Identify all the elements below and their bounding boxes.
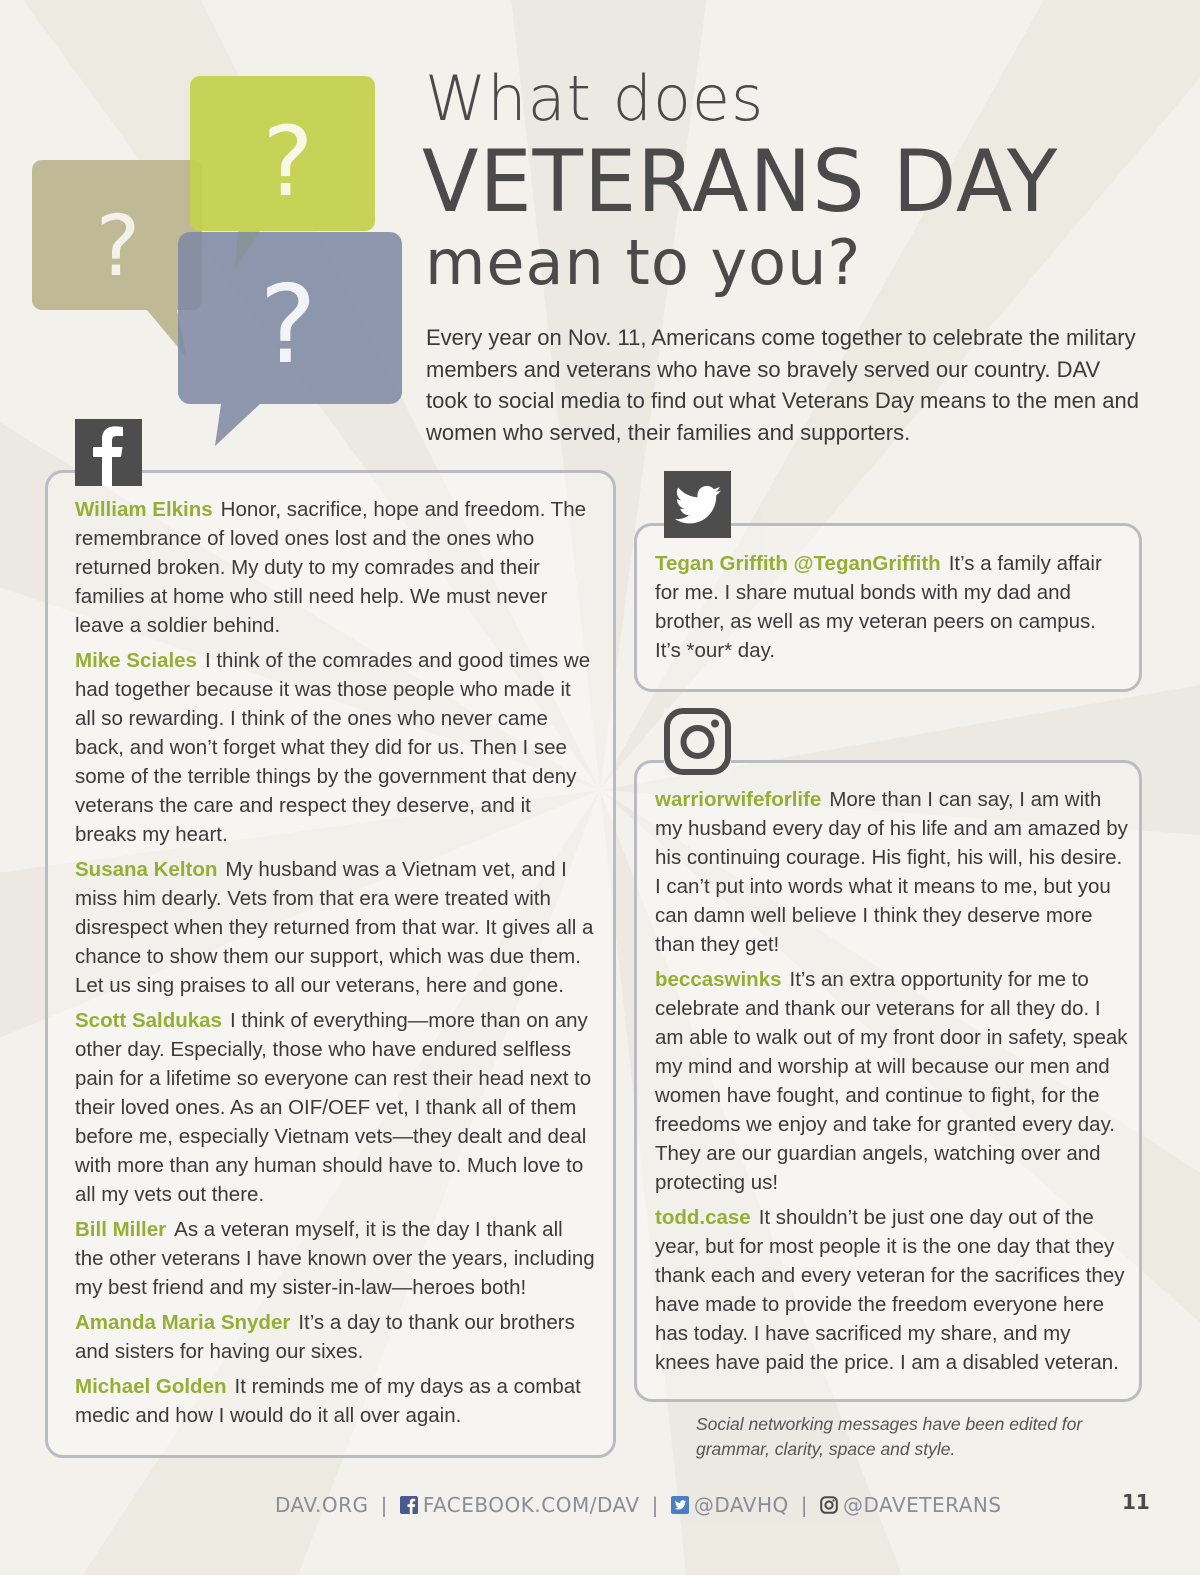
footer-separator: | bbox=[651, 1493, 659, 1517]
instagram-entries bbox=[655, 785, 1130, 1383]
comment-text: It’s a day to thank our brothers and sisters for having our sixes. bbox=[75, 1311, 575, 1363]
comment-entry bbox=[655, 1203, 1130, 1377]
footer-twitter-link[interactable]: @DAVHQ bbox=[693, 1493, 789, 1517]
footer-bar bbox=[275, 1490, 1002, 1520]
editing-note: Social networking messages have been edited for grammar, clarity, space and style. bbox=[696, 1414, 1083, 1459]
comment-text: It’s an extra opportunity for me to celebrate and thank our veterans for all they do. I am able to walk out of my front door in safety, speak my mind and worship at will because our men and women have fought, and continue to fight, for the freedoms we enjoy and take for granted every day. They are our guardian angels, watching over and protecting us! bbox=[655, 968, 1128, 1194]
footer-twitter-icon bbox=[671, 1496, 689, 1514]
facebook-entries bbox=[75, 495, 595, 1436]
comment-text: Honor, sacrifice, hope and freedom. The remembrance of loved ones lost and the ones who returned broken. My duty to my comrades and their families at home who still need help. We must never leave a soldier behind. bbox=[75, 498, 587, 637]
comment-entry bbox=[75, 855, 595, 1000]
intro-paragraph: Every year on Nov. 11, Americans come together to celebrate the military members and veterans who have so bravely served our country. DAV took to social media to find out what Veterans Day means to the men and women who served, their families and supporters. bbox=[426, 325, 1139, 445]
title-line-1: What does bbox=[425, 62, 765, 135]
comment-author: Amanda Maria Snyder bbox=[75, 1311, 291, 1334]
footer-site-link[interactable]: DAV.ORG bbox=[275, 1493, 369, 1517]
question-mark: ? bbox=[259, 263, 317, 388]
question-mark: ? bbox=[95, 197, 141, 295]
footer-facebook-icon bbox=[400, 1496, 418, 1514]
title-line-3: mean to you? bbox=[425, 226, 862, 299]
comment-entry bbox=[75, 1372, 595, 1430]
comment-author: Scott Saldukas bbox=[75, 1009, 222, 1032]
comment-text: My husband was a Vietnam vet, and I miss him dearly. Vets from that era were treated with disrespect when they returned from that war. It gives all a chance to show them our support, which was due them. Let us sing praises to all our veterans, here and gone. bbox=[75, 858, 594, 997]
comment-text: It shouldn’t be just one day out of the year, but for most people it is the one day that they thank each and every veteran for the sacrifices they have made to provide the freedom everyone here has today. I have sacrificed my share, and my knees have paid the price. I am a disabled veteran. bbox=[655, 1206, 1125, 1374]
comment-text: It’s a family affair for me. I share mutual bonds with my dad and brother, as well as my veteran peers on campus. It’s *our* day. bbox=[655, 552, 1102, 662]
footer-separator: | bbox=[800, 1493, 808, 1517]
comment-text: It reminds me of my days as a combat medic and how I would do it all over again. bbox=[75, 1375, 581, 1427]
comment-entry bbox=[75, 646, 595, 849]
comment-text: I think of everything—more than on any other day. Especially, those who have endured selfless pain for a lifetime so everyone can rest their head next to their loved ones. As an OIF/OEF vet, I thank all of them before me, especially Vietnam vets—they dealt and deal with more than any human should have to. Much love to all my vets out there. bbox=[75, 1009, 592, 1206]
footer-facebook-link[interactable]: FACEBOOK.COM/DAV bbox=[422, 1493, 640, 1517]
comment-author: Mike Sciales bbox=[75, 649, 197, 672]
comment-author: Tegan Griffith @TeganGriffith bbox=[655, 552, 941, 575]
comment-author: Susana Kelton bbox=[75, 858, 218, 881]
facebook-icon bbox=[75, 419, 142, 486]
blue-speech-bubble bbox=[178, 232, 402, 446]
question-bubbles-graphic bbox=[20, 60, 420, 450]
comment-entry bbox=[655, 549, 1125, 665]
comment-author: William Elkins bbox=[75, 498, 213, 521]
comment-entry bbox=[75, 1006, 595, 1209]
comment-text: I think of the comrades and good times we had together because it was those people who made it all so rewarding. I think of the ones who never came back, and won’t forget what they did for us. Then I see some of the terrible things by the government that deny veterans the care and respect they deserve, and it breaks my heart. bbox=[75, 649, 591, 846]
comment-text: More than I can say, I am with my husband every day of his life and am amazed by his continuing courage. His fight, his will, his desire. I can’t put into words what it means to me, but you can damn well believe I think they deserve more than they get! bbox=[655, 788, 1128, 956]
page-number: 11 bbox=[1122, 1490, 1150, 1514]
comment-author: todd.case bbox=[655, 1206, 751, 1229]
comment-entry bbox=[75, 1215, 595, 1302]
footer-separator: | bbox=[380, 1493, 388, 1517]
khaki-speech-bubble bbox=[32, 160, 202, 358]
comment-author: warriorwifeforlife bbox=[655, 788, 822, 811]
instagram-icon bbox=[664, 708, 731, 775]
comment-entry bbox=[655, 965, 1130, 1197]
comment-entry bbox=[655, 785, 1130, 959]
comment-author: Bill Miller bbox=[75, 1218, 167, 1241]
comment-entry bbox=[75, 495, 595, 640]
footer-instagram-icon bbox=[820, 1496, 838, 1514]
footer-instagram-link[interactable]: @DAVETERANS bbox=[843, 1493, 1002, 1517]
comment-entry bbox=[75, 1308, 595, 1366]
twitter-icon bbox=[664, 471, 731, 538]
comment-text: As a veteran myself, it is the day I thank all the other veterans I have known over the years, including my best friend and my sister-in-law—heroes both! bbox=[75, 1218, 595, 1299]
comment-author: beccaswinks bbox=[655, 968, 782, 991]
twitter-entries bbox=[655, 549, 1125, 671]
question-mark: ? bbox=[262, 106, 314, 218]
comment-author: Michael Golden bbox=[75, 1375, 227, 1398]
title-line-2: VETERANS DAY bbox=[422, 132, 1059, 232]
page-title bbox=[422, 62, 1185, 299]
